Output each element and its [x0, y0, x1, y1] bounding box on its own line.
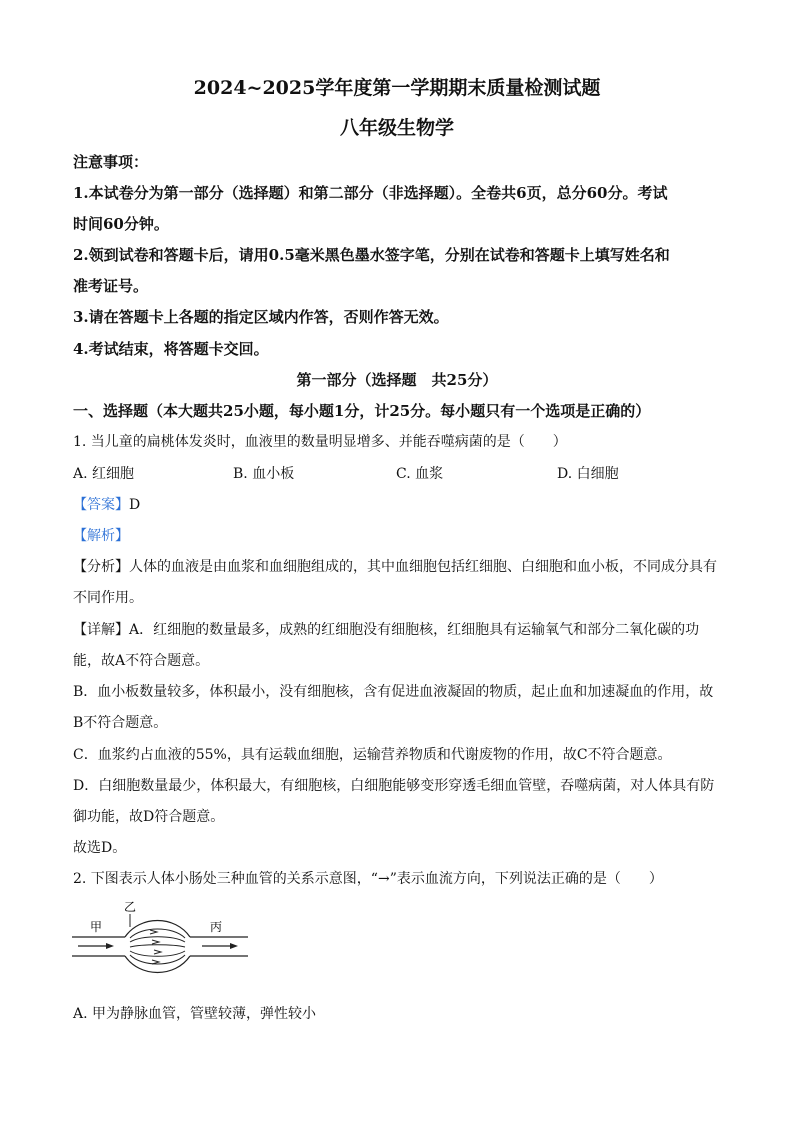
- q1-analysis-tag: [73, 525, 723, 545]
- q1-answer: [73, 494, 723, 514]
- q2-option-a: A. 甲为静脉血管，管壁较薄，弹性较小: [73, 1006, 317, 1022]
- note-1b: 时间60分钟。: [73, 215, 169, 233]
- flow-arrow-out-head: [230, 943, 238, 949]
- note-4: 4.考试结束，将答题卡交回。: [73, 340, 269, 358]
- xiangjie-tag: 【详解】: [73, 622, 129, 638]
- flow-arrow-in-head: [106, 943, 114, 949]
- note-2a: 2.领到试卷和答题卡后，请用0.5毫米黑色墨水签字笔，分别在试卷和答题卡上填写姓名和: [73, 246, 670, 264]
- answer-value: D: [129, 497, 141, 513]
- question-2-stem: 2. 下图表示人体小肠处三种血管的关系示意图，“→”表示血流方向，下列说法正确的是（ ）: [73, 871, 663, 887]
- note-3: 3.请在答题卡上各题的指定区域内作答，否则作答无效。: [73, 308, 449, 326]
- note-1a: 1.本试卷分为第一部分（选择题）和第二部分（非选择题）。全卷共6页，总分60分。考试: [73, 184, 668, 202]
- q1-conclusion: 故选D。: [73, 840, 127, 856]
- fenxi-tag: 【分析】: [73, 559, 129, 575]
- q1-xiangjie-b1: B．血小板数量较多，体积最小，没有细胞核，含有促进血液凝固的物质，起止血和加速凝血的作用，故: [73, 684, 714, 700]
- capillary-inner-3: [130, 945, 185, 947]
- q1-option-c: C. 血浆: [396, 466, 444, 482]
- q1-xiangjie-d2: 御功能，故D符合题意。: [73, 809, 225, 825]
- capillary-inner-4: [130, 951, 185, 956]
- q1-fenxi-b: 不同作用。: [73, 590, 143, 606]
- capillary-arrow-2: [152, 940, 159, 944]
- fenxi-text-a: 人体的血液是由血浆和血细胞组成的，其中血细胞包括红细胞、白细胞和血小板，不同成分具有: [129, 559, 717, 575]
- notes-heading: 注意事项：: [73, 153, 149, 171]
- note-2b: 准考证号。: [73, 277, 149, 295]
- q1-option-a: A. 红细胞: [73, 466, 135, 482]
- q1-xiangjie-b2: B不符合题意。: [73, 715, 168, 731]
- q1-option-d: D. 白细胞: [557, 466, 619, 482]
- q1-xiangjie-a1: [73, 619, 723, 639]
- part1-heading: 第一部分（选择题 共25分）: [296, 371, 498, 389]
- q1-xiangjie-d1: D．白细胞数量最少，体积最大，有细胞核，白细胞能够变形穿透毛细血管壁，吞噬病菌，对人体具有防: [73, 778, 715, 794]
- label-jia: 甲: [90, 920, 103, 934]
- question-1-stem: 1. 当儿童的扁桃体发炎时，血液里的数量明显增多、并能吞噬病菌的是（ ）: [73, 434, 567, 450]
- capillary-arrow-4: [152, 960, 159, 964]
- exam-title: 2024~2025学年度第一学期期末质量检测试题: [193, 77, 601, 99]
- section-heading: 一、选择题（本大题共25小题，每小题1分，计25分。每小题只有一个选项是正确的）: [73, 402, 651, 420]
- q1-fenxi-a: [73, 556, 723, 576]
- exam-subtitle: 八年级生物学: [339, 117, 454, 139]
- blood-vessel-diagram: [70, 900, 250, 980]
- capillary-arrow-1: [150, 930, 157, 934]
- q1-xiangjie-a2: 能，故A不符合题意。: [73, 653, 210, 669]
- xiangjie-a1-text: A．红细胞的数量最多，成熟的红细胞没有细胞核，红细胞具有运输氧气和部分二氧化碳的功: [129, 622, 700, 638]
- answer-tag: 【答案】: [73, 497, 129, 513]
- label-bing: 丙: [210, 920, 223, 934]
- q1-option-b: B. 血小板: [233, 466, 295, 482]
- capillary-arrow-3: [154, 950, 161, 954]
- q1-xiangjie-c: C．血浆约占血液的55%，具有运载血细胞，运输营养物质和代谢废物的作用，故C不符合题意。: [73, 747, 672, 763]
- label-yi: 乙: [124, 900, 137, 914]
- analysis-tag: 【解析】: [73, 528, 129, 544]
